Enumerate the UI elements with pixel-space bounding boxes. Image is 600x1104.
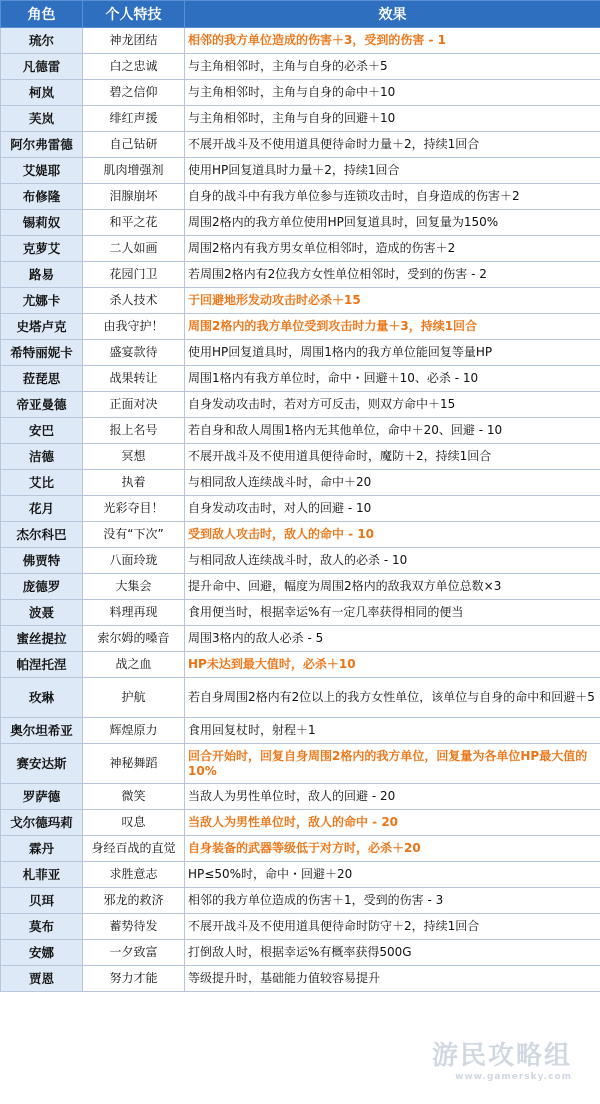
effect-cell: 周围3格内的敌人必杀 - 5: [185, 626, 600, 652]
role-cell: 阿尔弗雷德: [1, 132, 83, 158]
role-cell: 帝亚曼德: [1, 392, 83, 418]
table-row: [1, 744, 600, 784]
role-cell: 琉尔: [1, 28, 83, 54]
effect-cell: 自身的战斗中有我方单位参与连锁攻击时，自身造成的伤害＋2: [185, 184, 600, 210]
role-cell: 史塔卢克: [1, 314, 83, 340]
role-cell: 蜜丝提拉: [1, 626, 83, 652]
skill-cell: 二人如画: [83, 236, 185, 262]
table-row: [1, 966, 600, 992]
role-cell: 札菲亚: [1, 862, 83, 888]
watermark-sub: www.gamersky.com: [455, 1072, 572, 1082]
header-skill: 个人特技: [83, 1, 185, 28]
skill-cell: 蓄势待发: [83, 914, 185, 940]
effect-cell: 周围2格内的我方单位使用HP回复道具时，回复量为150%: [185, 210, 600, 236]
role-cell: 凡德雷: [1, 54, 83, 80]
role-cell: 布修隆: [1, 184, 83, 210]
role-cell: 奥尔坦希亚: [1, 718, 83, 744]
table-row: [1, 392, 600, 418]
table-row: [1, 418, 600, 444]
table-row: [1, 340, 600, 366]
role-cell: 戈尔德玛莉: [1, 810, 83, 836]
table-row: [1, 678, 600, 718]
effect-cell: 自身发动攻击时，对人的回避 - 10: [185, 496, 600, 522]
role-cell: 希特丽妮卡: [1, 340, 83, 366]
skill-cell: 护航: [83, 678, 185, 718]
skill-cell: 白之忠诚: [83, 54, 185, 80]
role-cell: 艾媞耶: [1, 158, 83, 184]
effect-cell: 不展开战斗及不使用道具便待命时力量＋2，持续1回合: [185, 132, 600, 158]
skill-cell: 努力才能: [83, 966, 185, 992]
effect-cell: 相邻的我方单位造成的伤害＋3，受到的伤害 - 1: [185, 28, 600, 54]
effect-cell: 不展开战斗及不使用道具便待命时，魔防＋2，持续1回合: [185, 444, 600, 470]
table-row: [1, 132, 600, 158]
skill-cell: 邪龙的救济: [83, 888, 185, 914]
skill-cell: 由我守护！: [83, 314, 185, 340]
effect-cell: 与主角相邻时，主角与自身的命中＋10: [185, 80, 600, 106]
table-row: [1, 522, 600, 548]
role-cell: 艾比: [1, 470, 83, 496]
table-row: [1, 784, 600, 810]
table-row: [1, 888, 600, 914]
effect-cell: 若自身周围2格内有2位以上的我方女性单位，该单位与自身的命中和回避＋5: [185, 678, 600, 718]
effect-cell: 若周围2格内有2位我方女性单位相邻时，受到的伤害 - 2: [185, 262, 600, 288]
effect-cell: 与主角相邻时，主角与自身的回避＋10: [185, 106, 600, 132]
effect-cell: 若自身和敌人周围1格内无其他单位，命中＋20、回避 - 10: [185, 418, 600, 444]
table-row: [1, 862, 600, 888]
skill-cell: 冥想: [83, 444, 185, 470]
skill-cell: 叹息: [83, 810, 185, 836]
role-cell: 庞德罗: [1, 574, 83, 600]
effect-cell: 食用回复杖时，射程＋1: [185, 718, 600, 744]
skill-cell: 神龙团结: [83, 28, 185, 54]
skill-cell: 和平之花: [83, 210, 185, 236]
table-row: [1, 836, 600, 862]
role-cell: 安巴: [1, 418, 83, 444]
skill-cell: 绯红声援: [83, 106, 185, 132]
table-row: [1, 210, 600, 236]
skill-cell: 执着: [83, 470, 185, 496]
table-row: [1, 184, 600, 210]
skill-cell: 索尔姆的嗓音: [83, 626, 185, 652]
skill-cell: 碧之信仰: [83, 80, 185, 106]
effect-cell: 当敌人为男性单位时，敌人的命中 - 20: [185, 810, 600, 836]
skill-cell: 报上名号: [83, 418, 185, 444]
effect-cell: 等级提升时，基础能力值较容易提升: [185, 966, 600, 992]
effect-cell: 与相同敌人连续战斗时，命中＋20: [185, 470, 600, 496]
table-row: [1, 366, 600, 392]
role-cell: 罗萨德: [1, 784, 83, 810]
effect-cell: 与相同敌人连续战斗时，敌人的必杀 - 10: [185, 548, 600, 574]
effect-cell: 周围1格内有我方单位时，命中・回避＋10、必杀 - 10: [185, 366, 600, 392]
table-body: [1, 28, 600, 992]
role-cell: 贝珥: [1, 888, 83, 914]
table-row: [1, 600, 600, 626]
role-cell: 杰尔科巴: [1, 522, 83, 548]
effect-cell: 自身装备的武器等级低于对方时，必杀＋20: [185, 836, 600, 862]
table-row: [1, 80, 600, 106]
role-cell: 菈琵思: [1, 366, 83, 392]
role-cell: 芙岚: [1, 106, 83, 132]
role-cell: 贾恩: [1, 966, 83, 992]
header-row: [1, 1, 600, 28]
effect-cell: 打倒敌人时，根据幸运%有概率获得500G: [185, 940, 600, 966]
table-row: [1, 914, 600, 940]
skill-cell: 微笑: [83, 784, 185, 810]
effect-cell: 周围2格内有我方男女单位相邻时，造成的伤害＋2: [185, 236, 600, 262]
effect-cell: 回合开始时，回复自身周围2格内的我方单位，回复量为各单位HP最大值的10%: [185, 744, 600, 784]
table-row: [1, 158, 600, 184]
skill-cell: 辉煌原力: [83, 718, 185, 744]
effect-cell: 不展开战斗及不使用道具便待命时防守＋2，持续1回合: [185, 914, 600, 940]
table-row: [1, 28, 600, 54]
effect-cell: 提升命中、回避，幅度为周围2格内的敌我双方单位总数×3: [185, 574, 600, 600]
table-row: [1, 548, 600, 574]
skill-cell: 战之血: [83, 652, 185, 678]
role-cell: 尤娜卡: [1, 288, 83, 314]
skill-cell: 求胜意志: [83, 862, 185, 888]
role-cell: 玫琳: [1, 678, 83, 718]
role-cell: 柯岚: [1, 80, 83, 106]
table-row: [1, 574, 600, 600]
table-row: [1, 626, 600, 652]
table-row: [1, 236, 600, 262]
skill-cell: 大集会: [83, 574, 185, 600]
effect-cell: 相邻的我方单位造成的伤害＋1，受到的伤害 - 3: [185, 888, 600, 914]
skill-cell: 八面玲珑: [83, 548, 185, 574]
effect-cell: 食用便当时，根据幸运%有一定几率获得相同的便当: [185, 600, 600, 626]
table-row: [1, 54, 600, 80]
table-row: [1, 314, 600, 340]
role-cell: 帕涅托涅: [1, 652, 83, 678]
effect-cell: HP≤50%时，命中・回避＋20: [185, 862, 600, 888]
skill-cell: 没有“下次”: [83, 522, 185, 548]
skill-cell: 身经百战的直觉: [83, 836, 185, 862]
skill-cell: 光彩夺目！: [83, 496, 185, 522]
role-cell: 莫布: [1, 914, 83, 940]
role-cell: 赛安达斯: [1, 744, 83, 784]
table-row: [1, 288, 600, 314]
skill-cell: 盛宴款待: [83, 340, 185, 366]
skill-cell: 正面对决: [83, 392, 185, 418]
table-row: [1, 810, 600, 836]
skill-cell: 肌肉增强剂: [83, 158, 185, 184]
role-cell: 佛贾特: [1, 548, 83, 574]
role-cell: 霖丹: [1, 836, 83, 862]
table-row: [1, 652, 600, 678]
effect-cell: 受到敌人攻击时，敌人的命中 - 10: [185, 522, 600, 548]
role-cell: 波聂: [1, 600, 83, 626]
table-row: [1, 106, 600, 132]
skill-cell: 杀人技术: [83, 288, 185, 314]
effect-cell: 使用HP回复道具时，周围1格内的我方单位能回复等量HP: [185, 340, 600, 366]
table-row: [1, 940, 600, 966]
table-row: [1, 496, 600, 522]
effect-cell: HP未达到最大值时，必杀＋10: [185, 652, 600, 678]
role-cell: 锡莉奴: [1, 210, 83, 236]
table-row: [1, 470, 600, 496]
watermark-logo: [432, 1035, 572, 1082]
skill-cell: 战果转让: [83, 366, 185, 392]
skill-cell: 自己钻研: [83, 132, 185, 158]
role-cell: 安娜: [1, 940, 83, 966]
header-effect: 效果: [185, 1, 600, 28]
watermark-main: 游民攻略组: [431, 1041, 572, 1071]
skill-cell: 料理再现: [83, 600, 185, 626]
table-row: [1, 444, 600, 470]
header-role: 角色: [1, 1, 83, 28]
skill-cell: 一夕致富: [83, 940, 185, 966]
skill-cell: 花园门卫: [83, 262, 185, 288]
skill-cell: 神秘舞蹈: [83, 744, 185, 784]
role-cell: 花月: [1, 496, 83, 522]
table-row: [1, 718, 600, 744]
role-cell: 路易: [1, 262, 83, 288]
skill-cell: 泪腺崩坏: [83, 184, 185, 210]
effect-cell: 于回避地形发动攻击时必杀＋15: [185, 288, 600, 314]
table-row: [1, 262, 600, 288]
effect-cell: 周围2格内的我方单位受到攻击时力量＋3，持续1回合: [185, 314, 600, 340]
effect-cell: 与主角相邻时，主角与自身的必杀＋5: [185, 54, 600, 80]
role-cell: 克萝艾: [1, 236, 83, 262]
effect-cell: 当敌人为男性单位时，敌人的回避 - 20: [185, 784, 600, 810]
effect-cell: 使用HP回复道具时力量＋2，持续1回合: [185, 158, 600, 184]
effect-cell: 自身发动攻击时，若对方可反击，则双方命中＋15: [185, 392, 600, 418]
role-cell: 洁德: [1, 444, 83, 470]
